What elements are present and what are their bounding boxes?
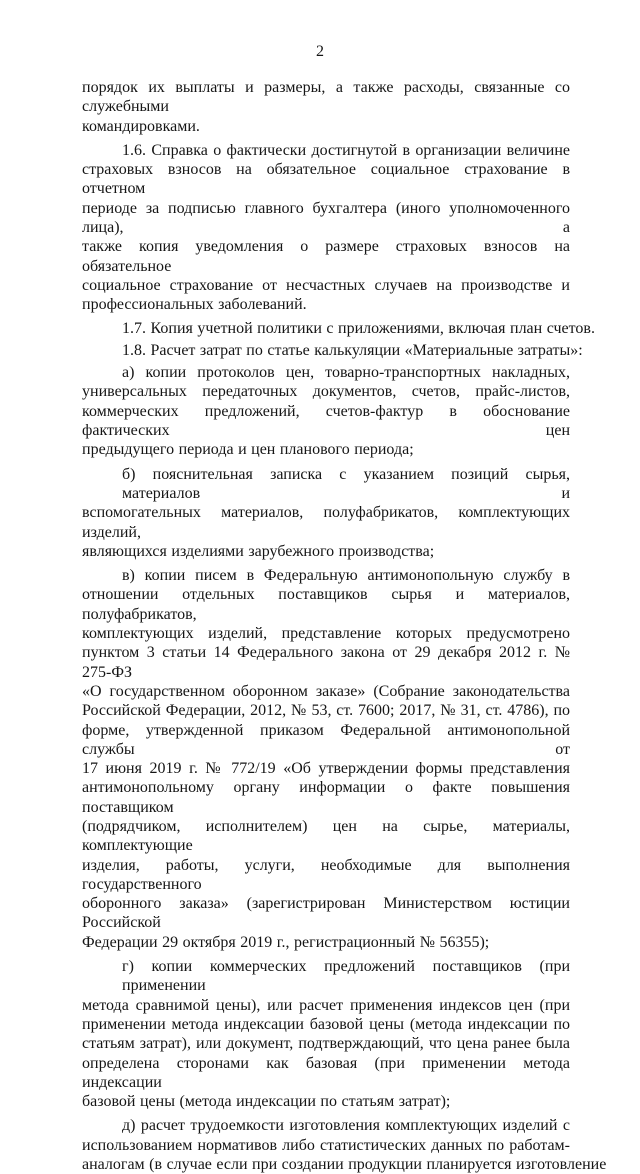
text-line: социальное страхование от несчастных случаев на производстве и: [82, 276, 570, 294]
text-line: коммерческих предложений, счетов-фактур в обоснование фактических цен: [82, 402, 570, 440]
text-line: д) расчет трудоемкости изготовления комплектующих изделий с: [122, 1117, 570, 1135]
text-line: определена сторонами как базовая (при применении метода индексации: [82, 1054, 570, 1091]
paragraph: [82, 78, 570, 136]
paragraph: [82, 1116, 607, 1174]
text-line: 1.7. Копия учетной политики с приложениями, включая план счетов.: [122, 319, 595, 337]
text-line: изделия, работы, услуги, необходимые для выполнения государственного: [82, 856, 570, 893]
text-line: оборонного заказа» (зарегистрирован Министерством юстиции Российской: [82, 895, 570, 932]
text-line: отношении отдельных поставщиков сырья и материалов, полуфабрикатов,: [82, 586, 570, 623]
text-line: 1.8. Расчет затрат по статье калькуляции «Материальные затраты»:: [122, 341, 583, 359]
text-line: «О государственном оборонном заказе» (Собрание законодательства: [82, 682, 570, 700]
text-line: Федерации 29 октября 2019 г., регистрационный № 56355);: [82, 933, 490, 951]
text-line: универсальных передаточных документов, счетов, прайс-листов,: [82, 383, 570, 401]
text-line: базовой цены (метода индексации по статьям затрат);: [82, 1093, 451, 1111]
text-line: Российской Федерации, 2012, № 53, ст. 7600; 2017, № 31, ст. 4786), по: [82, 702, 570, 720]
text-line: антимонопольному органу информации о факте повышения поставщиком: [82, 779, 570, 816]
text-line: применении метода индексации базовой цены (метода индексации по: [82, 1015, 570, 1033]
text-line: а) копии протоколов цен, товарно-транспортных накладных,: [122, 364, 570, 382]
text-line: форме, утвержденной приказом Федеральной антимонопольной службы от: [82, 721, 570, 758]
text-line: вспомогательных материалов, полуфабрикатов, комплектующих изделий,: [82, 504, 570, 541]
paragraph: [82, 319, 595, 338]
text-line: 1.6. Справка о фактически достигнутой в организации величине: [122, 141, 570, 159]
text-line: г) копии коммерческих предложений поставщиков (при применении: [122, 958, 570, 995]
text-line: метода сравнимой цены), или расчет применения индексов цен (при: [82, 996, 570, 1014]
text-line: периоде за подписью главного бухгалтера (иного уполномоченного лица), а: [82, 199, 570, 237]
text-line: аналогам (в случае если при создании продукции планируется изготовление: [82, 1156, 607, 1174]
text-line: порядок их выплаты и размеры, а также расходы, связанные со служебными: [82, 79, 570, 116]
text-line: профессиональных заболеваний.: [82, 296, 307, 314]
text-line: страховых взносов на обязательное социальное страхование в отчетном: [82, 161, 570, 198]
text-line: являющихся изделиями зарубежного производства;: [82, 542, 435, 560]
page-number: 2: [316, 43, 324, 60]
text-line: комплектующих изделий, представление которых предусмотрено: [82, 625, 570, 643]
text-line: (подрядчиком, исполнителем) цен на сырье, материалы, комплектующие: [82, 817, 570, 855]
text-line: использованием нормативов либо статистических данных по работам-: [82, 1136, 570, 1154]
paragraph: [82, 363, 570, 459]
text-line: б) пояснительная записка с указанием позиций сырья, материалов и: [122, 465, 570, 502]
text-line: в) копии писем в Федеральную антимонопольную службу в: [122, 567, 570, 585]
text-line: командировками.: [82, 117, 200, 135]
text-line: предыдущего периода и цен планового периода;: [82, 441, 414, 459]
text-line: 17 июня 2019 г. № 772/19 «Об утверждении формы представления: [82, 760, 570, 778]
document-body: [82, 78, 607, 1174]
paragraph: [82, 957, 570, 1111]
text-line: также копия уведомления о размере страховых взносов на обязательное: [82, 238, 570, 275]
paragraph: [82, 141, 570, 315]
paragraph: [82, 341, 583, 360]
text-line: статьям затрат), или документ, подтверждающий, что цена ранее была: [82, 1035, 570, 1053]
paragraph: [82, 465, 570, 561]
text-line: пунктом 3 статьи 14 Федерального закона от 29 декабря 2012 г. № 275-ФЗ: [82, 644, 570, 681]
paragraph: [82, 566, 570, 952]
